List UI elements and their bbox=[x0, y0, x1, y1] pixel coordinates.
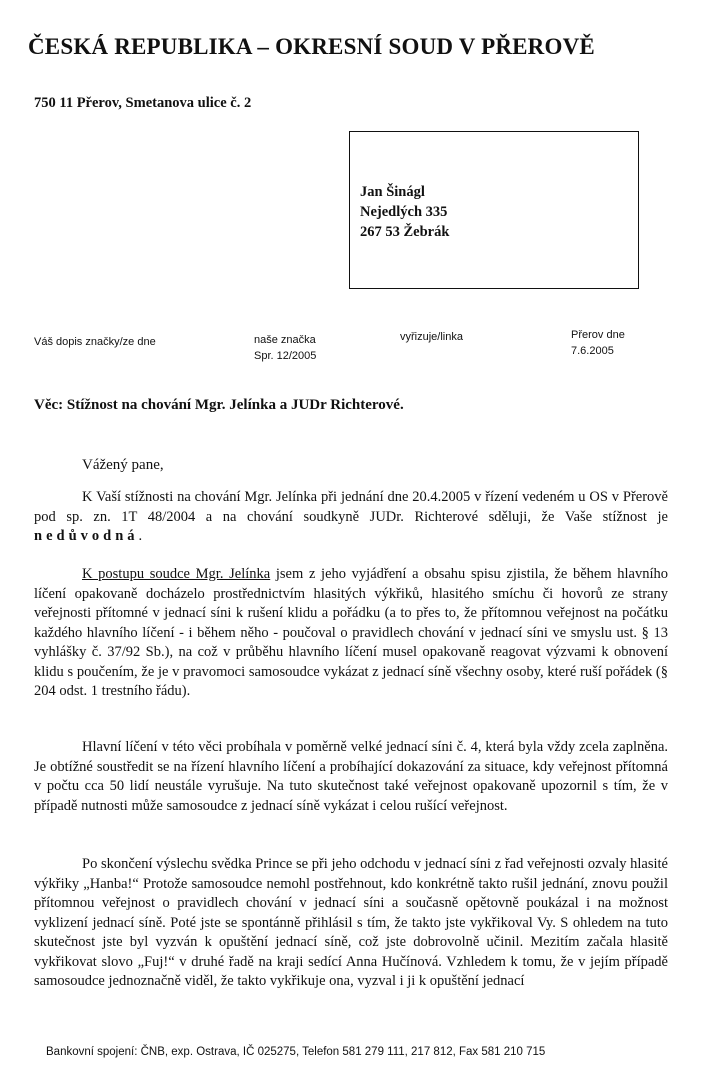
our-ref-value: Spr. 12/2005 bbox=[254, 350, 317, 362]
court-address: 750 11 Přerov, Smetanova ulice č. 2 bbox=[34, 95, 252, 111]
place-date-label: Přerov dne bbox=[571, 329, 625, 341]
our-ref-label: naše značka bbox=[254, 334, 316, 346]
handled-by-label: vyřizuje/linka bbox=[400, 331, 463, 343]
paragraph-2-text: jsem z jeho vyjádření a obsahu spisu zjistila, že během hlavního líčení opakovaně docházelo prostřednictvím hlasitých výkřiků, hlasitého smíchu či hovorů ze strany veřejnosti přítomné v jednací síni k rušení klidu a pořádku (a to přes to, že přítomnou veřejnost na počátku každého hlavního líčení - i během něho - poučoval o pravidlech chování v jednací síni ve smyslu ust. § 13 vyhlášky č. 37/92 Sb.), na což v průběhu hlavního líčení musel opakovaně reagovat výzvami k obnovení klidu s poučením, že je v pravomoci samosoudce vykázat z jednací síně všechny osoby, které ruší pořádek (§ 204 odst. 1 trestního řádu). bbox=[34, 566, 669, 699]
paragraph-3 bbox=[34, 738, 668, 816]
date-value: 7.6.2005 bbox=[571, 345, 614, 357]
paragraph-2 bbox=[34, 565, 668, 702]
paragraph-4-text: Po skončení výslechu svědka Prince se při jeho odchodu v jednací síni z řad veřejnosti ozvaly hlasité výkřiky „Hanba!“ Protože samosoudce nemohl postřehnout, kdo konkrétně takto rušil jednání, znovu použil přítomnou veřejnost o pravidlech chování v jednací síni a současně opětovně poukázal i na možnost vyklizení jednací síně. Poté jste se spontánně přihlásil s tím, že takto jste vykřikoval Vy. S ohledem na tuto skutečnost jste byl vyzván k opuštění jednací síně, což jste dobrovolně učinil. Mezitím začala hlasitě vykřikovat slovo „Fuj!“ v druhé řadě na kraji sedící Anna Hučínová. Vzhledem k tomu, že v jejím případě samosoudce jednoznačně viděl, že takto vykřikuje ona, vyzval i ji k opuštění jednací bbox=[34, 856, 668, 989]
our-ref-block bbox=[254, 332, 316, 364]
greeting: Vážený pane, bbox=[82, 457, 164, 473]
paragraph-1 bbox=[34, 488, 668, 547]
subject-line: Věc: Stížnost na chování Mgr. Jelínka a JUDr Richterové. bbox=[34, 397, 404, 413]
paragraph-1-text: K Vaší stížnosti na chování Mgr. Jelínka při jednání dne 20.4.2005 v řízení vedeném u OS v Přerově pod sp. zn. 1T 48/2004 a na chování soudkyně JUDr. Richterové sděluji, že Vaše stížnost je bbox=[34, 489, 668, 525]
your-letter-label: Váš dopis značky/ze dne bbox=[34, 336, 156, 348]
paragraph-1-emphasis: nedůvodná bbox=[34, 528, 139, 544]
date-block bbox=[571, 327, 625, 359]
recipient-name: Jan Šinágl bbox=[360, 184, 425, 200]
footer-bank-details: Bankovní spojení: ČNB, exp. Ostrava, IČ 025275, Telefon 581 279 111, 217 812, Fax 581 210 715 bbox=[46, 1046, 546, 1058]
recipient-block bbox=[360, 182, 449, 242]
paragraph-3-text: Hlavní líčení v této věci probíhala v poměrně velké jednací síni č. 4, která byla vždy zcela zaplněna. Je obtížné soustředit se na řízení hlavního líčení a probíhající dokazování za situace, kdy veřejnost přítomná v počtu cca 50 lidí neustále vyrušuje. Na tuto skutečnost také veřejnost opakovaně upozornil s tím, že v případě nutnosti může samosoudce z jednací síně vykázat i celou rušící veřejnost. bbox=[34, 739, 668, 814]
paragraph-4 bbox=[34, 855, 668, 992]
court-title: ČESKÁ REPUBLIKA – OKRESNÍ SOUD V PŘEROVĚ bbox=[28, 34, 595, 59]
paragraph-2-lead: K postupu soudce Mgr. Jelínka bbox=[82, 566, 271, 582]
paragraph-1-end: . bbox=[138, 528, 143, 544]
recipient-street: Nejedlých 335 bbox=[360, 204, 448, 220]
recipient-city: 267 53 Žebrák bbox=[360, 224, 450, 240]
